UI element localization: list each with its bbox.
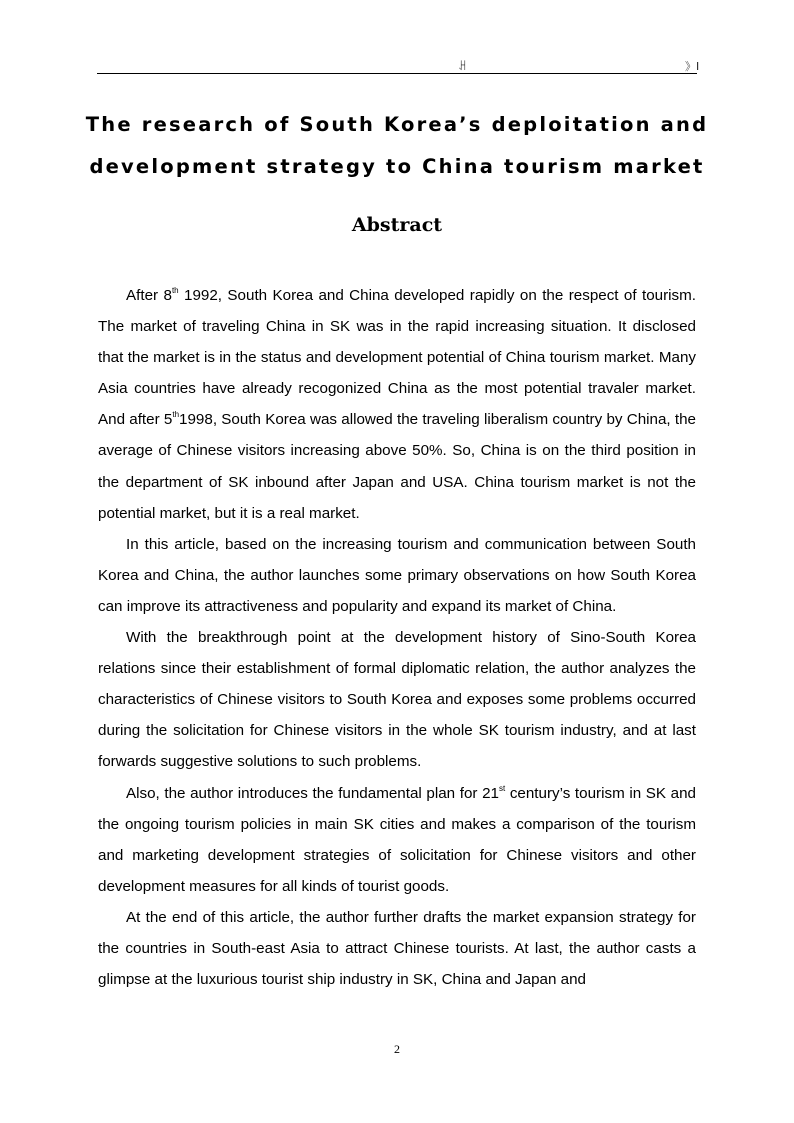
paper-title — [80, 104, 714, 188]
paragraph-5: At the end of this article, the author further drafts the market expansion strategy for the countries in South-east Asia to attract Chinese tourists. At last, the author casts a glimpse at the luxurious tourist ship industry in SK, China and Japan and — [98, 908, 696, 989]
abstract-heading: Abstract — [351, 214, 443, 236]
paragraph-1: After 8th 1992, South Korea and China developed rapidly on the respect of tourism. The market of traveling China in SK was in the rapid increasing situation. It disclosed that the market is in the status and development potential of China tourism market. Many Asia countries have already recogonized China as the most potential travaler market. And after 5th1998, South Korea was allowed the traveling liberalism country by China, the average of Chinese visitors increasing above 50%. So, China is on the third position in the department of SK inbound after Japan and USA. China tourism market is not the potential market, but it is a real market. — [98, 286, 696, 522]
title-line-1: The research of South Korea’s deploitation and — [85, 113, 709, 136]
paragraph-2: In this article, based on the increasing tourism and communication between South Korea and China, the author launches some primary observations on how South Korea can improve its attractiveness and popularity and expand its market of China. — [98, 535, 696, 615]
title-line-2: development strategy to China tourism market — [89, 155, 705, 178]
page-number: 2 — [394, 1042, 400, 1056]
paragraph-3: With the breakthrough point at the development history of Sino-South Korea relations since their establishment of formal diplomatic relation, the author analyzes the characteristics of Chinese visitors to South Korea and exposes some problems occurred during the solicitation for Chinese visitors in the whole SK tourism industry, and at last forwards suggestive solutions to such problems. — [98, 629, 696, 771]
header-rule — [97, 73, 697, 74]
header-left-mark: ꃅ — [458, 60, 467, 73]
header-right-mark: 》Ⅰ — [685, 60, 700, 73]
abstract-body — [98, 280, 696, 995]
paragraph-4: Also, the author introduces the fundamental plan for 21st century’s tourism in SK and the ongoing tourism policies in main SK cities and makes a comparison of the tourism and marketing development strategies of solicitation for Chinese visitors and other development measures for all kinds of tourist goods. — [98, 783, 696, 895]
